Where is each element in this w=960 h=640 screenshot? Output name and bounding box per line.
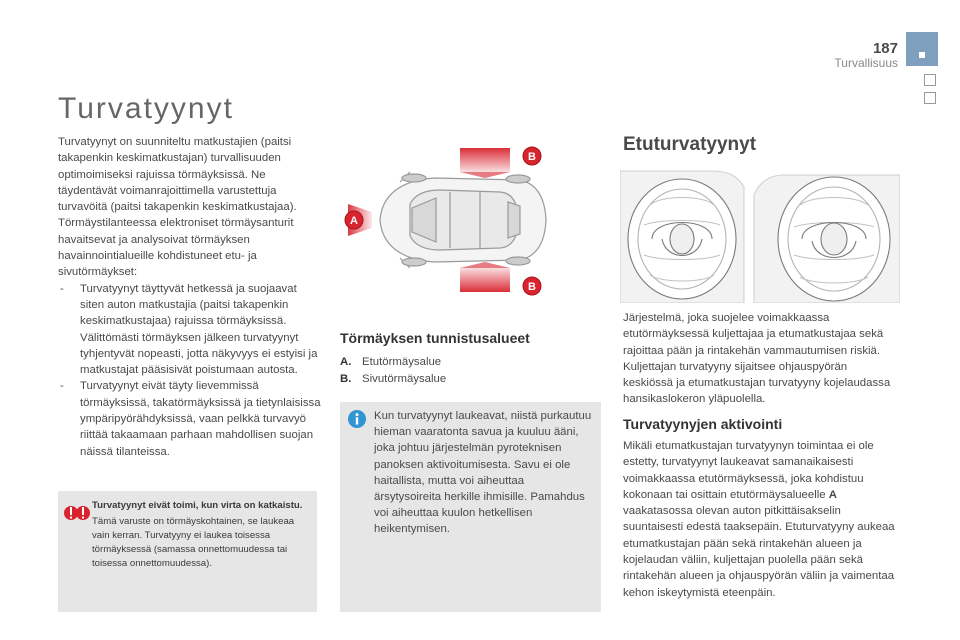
side-impact-zone-bottom	[460, 262, 510, 292]
chapter-tab-active	[906, 32, 938, 66]
zone-label-b-bottom	[523, 277, 541, 295]
page-number: 187	[872, 40, 898, 57]
chapter-tab-outline	[924, 74, 936, 86]
activation-text-start: Mikäli etumatkustajan turvatyynyn toimintaa ei ole estetty, turvatyynyt laukeavat samanaikaisesti voimakkaassa etutörmäyksessä, joka kohdistuu kokonaan tai osittain etutörmäysalueelle	[623, 440, 874, 501]
front-airbags-heading: Etuturvatyynyt	[623, 134, 757, 155]
car-outline	[380, 172, 546, 268]
page-title: Turvatyynyt	[58, 92, 234, 125]
warning-title: Turvatyynyt eivät toimi, kun virta on katkaistu.	[92, 500, 303, 511]
list-item: - Turvatyynyt eivät täyty lievemmissä törmäyksissä, takatörmäyksissä ja tietynlaisissa ympäripyörähdyksissä, vaan pelkkä turvavyö riittää takaamaan parhaan mahdollisen suojan näissä tilanteissa.	[58, 378, 323, 459]
activation-text-end: vaakatasossa olevan auton pitkittäisakselin suuntaisesti edestä taaksepäin. Etuturvatyyny aukeaa etumatkustajan pään sekä rintakehän alueen ja kojelaudan väliin, kuljettajan puolella pään sekä rintakehän alueen ja ohjauspyörän väliin ja vaimentaa kehon iskeytymistä eteenpäin.	[623, 505, 895, 599]
info-text: Kun turvatyynyt laukeavat, niistä purkautuu hieman vaaratonta savua ja kuuluu ääni, joka johtuu järjestelmän pyroteknisen panoksen aktivoitumisesta. Savu ei ole haitallista, mutta voi aiheuttaa ärsytysoireita herkille ihmisille. Pamahdus voi aiheuttaa kuulon hetkellisen heikentymisen.	[374, 410, 592, 536]
legend-label: Etutörmäysalue	[362, 356, 442, 368]
activation-text	[623, 438, 898, 601]
zone-label-b-top	[523, 147, 541, 165]
square-icon	[919, 52, 925, 58]
legend-item	[340, 354, 446, 371]
zone-label-a	[345, 211, 363, 229]
side-impact-zone-top	[460, 148, 510, 178]
zone-label-a-text: A	[350, 215, 358, 227]
driver-airbag	[620, 171, 744, 303]
legend-key: B.	[340, 372, 352, 385]
zone-label-b-top-text: B	[528, 151, 536, 163]
section-title: Turvallisuus	[834, 56, 898, 70]
zone-label-b-bottom-text: B	[528, 281, 536, 293]
legend-label: Sivutörmäysalue	[362, 372, 447, 385]
warning-text	[92, 499, 312, 571]
front-airbag-illustration	[620, 165, 900, 303]
intro-paragraph: Turvatyynyt on suunniteltu matkustajien (paitsi takapenkin keskimatkustajan) turvallisuuden optimoimiseksi rajuissa törmäyksissä. Ne täydentävät voimanrajoittimella varustettuja turvavöitä (paitsi takapenkin keskimatkustajaa). Törmäystilanteessa elektroniset törmäysanturit havaitsevat ja analysoivat törmäyksen havainnointialueille kohdistuneet etu- ja sivutörmäykset:	[58, 136, 297, 279]
chapter-tab-outline	[924, 92, 936, 104]
warning-icon	[64, 502, 90, 524]
info-icon	[348, 410, 366, 428]
legend-item	[340, 371, 446, 388]
zone-legend	[340, 354, 446, 387]
front-airbags-description: Järjestelmä, joka suojelee voimakkaassa etutörmäyksessä kuljettajaa ja etumatkustajaa sekä rajoittaa pään ja rintakehän vammautumisen riskiä. Kuljettajan turvatyyny sijaitsee ohjauspyörän keskiössä ja etumatkustajan turvatyyny kojelaudassa hansikaslokeron yläpuolella.	[623, 312, 891, 406]
crash-zone-diagram	[340, 142, 555, 300]
passenger-airbag	[754, 175, 900, 303]
list-item: - Turvatyynyt täyttyvät hetkessä ja suojaavat siten auton matkustajia (paitsi takapenkin keskimatkustajaa) rajuissa törmäyksissä. Välittömästi törmäyksen jälkeen turvatyynyt tyhjentyvät nopeasti, jotta näkyvyys ei estyisi ja matkustajat pääsisivät poistumaan autosta.	[58, 281, 323, 379]
warning-body: Tämä varuste on törmäyskohtainen, se laukeaa vain kerran. Turvatyyny ei laukea toisessa törmäyksessä (samassa onnettomuudessa tai toisessa onnettomuudessa).	[92, 516, 295, 569]
intro-bullet-list	[58, 281, 323, 460]
legend-key: A.	[340, 356, 352, 368]
activation-heading: Turvatyynyjen aktivointi	[623, 416, 783, 432]
activation-zone-ref: A	[828, 488, 838, 501]
intro-text	[58, 134, 323, 460]
detection-heading: Törmäyksen tunnistusalueet	[340, 330, 530, 346]
